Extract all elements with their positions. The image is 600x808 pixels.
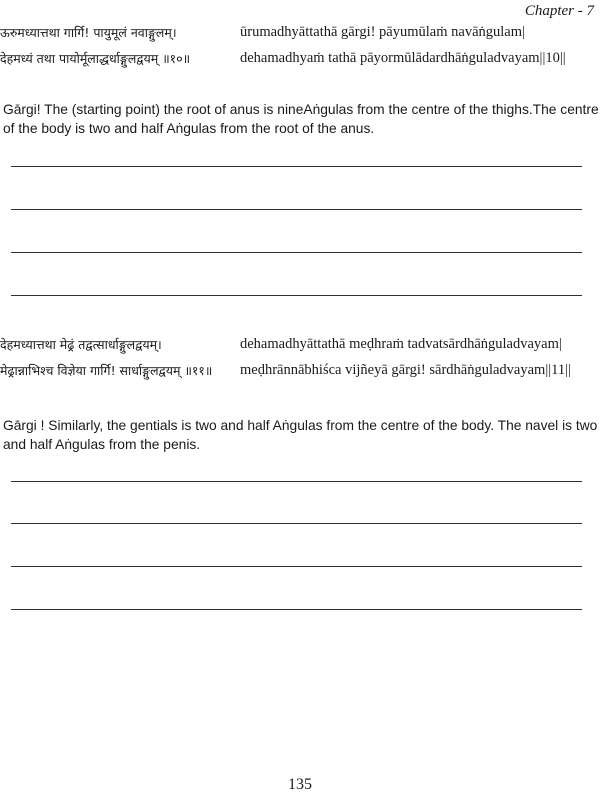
translation-line: of the body is two and half Aṅgulas from the root of the anus. (3, 121, 375, 136)
verse-line (0, 50, 600, 72)
transliteration-text: meḍhrānnābhiśca vijñeyā gārgi! sārdhāṅguladvayam||11|| (240, 362, 571, 378)
writing-line (11, 523, 582, 524)
verse-line (0, 336, 600, 358)
translation-paragraph (3, 100, 598, 138)
translation-line: Gārgi! The (starting point) the root of anus is nineAṅgulas from the centre of the thighs.The centre (3, 102, 599, 117)
verse-block (0, 336, 600, 384)
translation-line: Gārgi ! Similarly, the gentials is two and half Aṅgulas from the centre of the body. The navel is two (3, 418, 598, 433)
transliteration-text: dehamadhyaṁ tathā pāyormūlādardhāṅguladvayam||10|| (240, 50, 566, 66)
page-number: 135 (288, 776, 312, 793)
writing-line (11, 252, 582, 253)
sanskrit-text: ऊरुमध्यात्तथा गार्गि! पायुमूलं नवाङ्गुलम्। (0, 25, 177, 40)
verse-line (0, 362, 600, 384)
writing-line (11, 481, 582, 482)
sanskrit-text: देहमध्यं तथा पायोर्मूलाद्धर्धाङ्गुलद्वयम् ॥१०॥ (0, 51, 191, 66)
sanskrit-text: देहमध्यात्तथा मेढ्रं तद्वत्सार्धाङ्गुलद्वयम्। (0, 337, 162, 352)
chapter-header: Chapter - 7 (524, 3, 594, 19)
writing-line (11, 609, 582, 610)
transliteration-text: ūrumadhyāttathā gārgi! pāyumūlaṁ navāṅgulam| (240, 24, 525, 40)
translation-line: and half Aṅgulas from the penis. (3, 437, 201, 452)
translation-paragraph (3, 416, 598, 454)
writing-line (11, 566, 582, 567)
sanskrit-text: मेढ्रान्नाभिश्च विज्ञेया गार्गि! सार्धाङ्गुलद्वयम् ॥११॥ (0, 363, 213, 378)
transliteration-text: dehamadhyāttathā meḍhraṁ tadvatsārdhāṅguladvayam| (240, 336, 562, 352)
writing-line (11, 209, 582, 210)
verse-line (0, 24, 600, 46)
verse-block (0, 24, 600, 72)
writing-line (11, 295, 582, 296)
writing-line (11, 166, 582, 167)
